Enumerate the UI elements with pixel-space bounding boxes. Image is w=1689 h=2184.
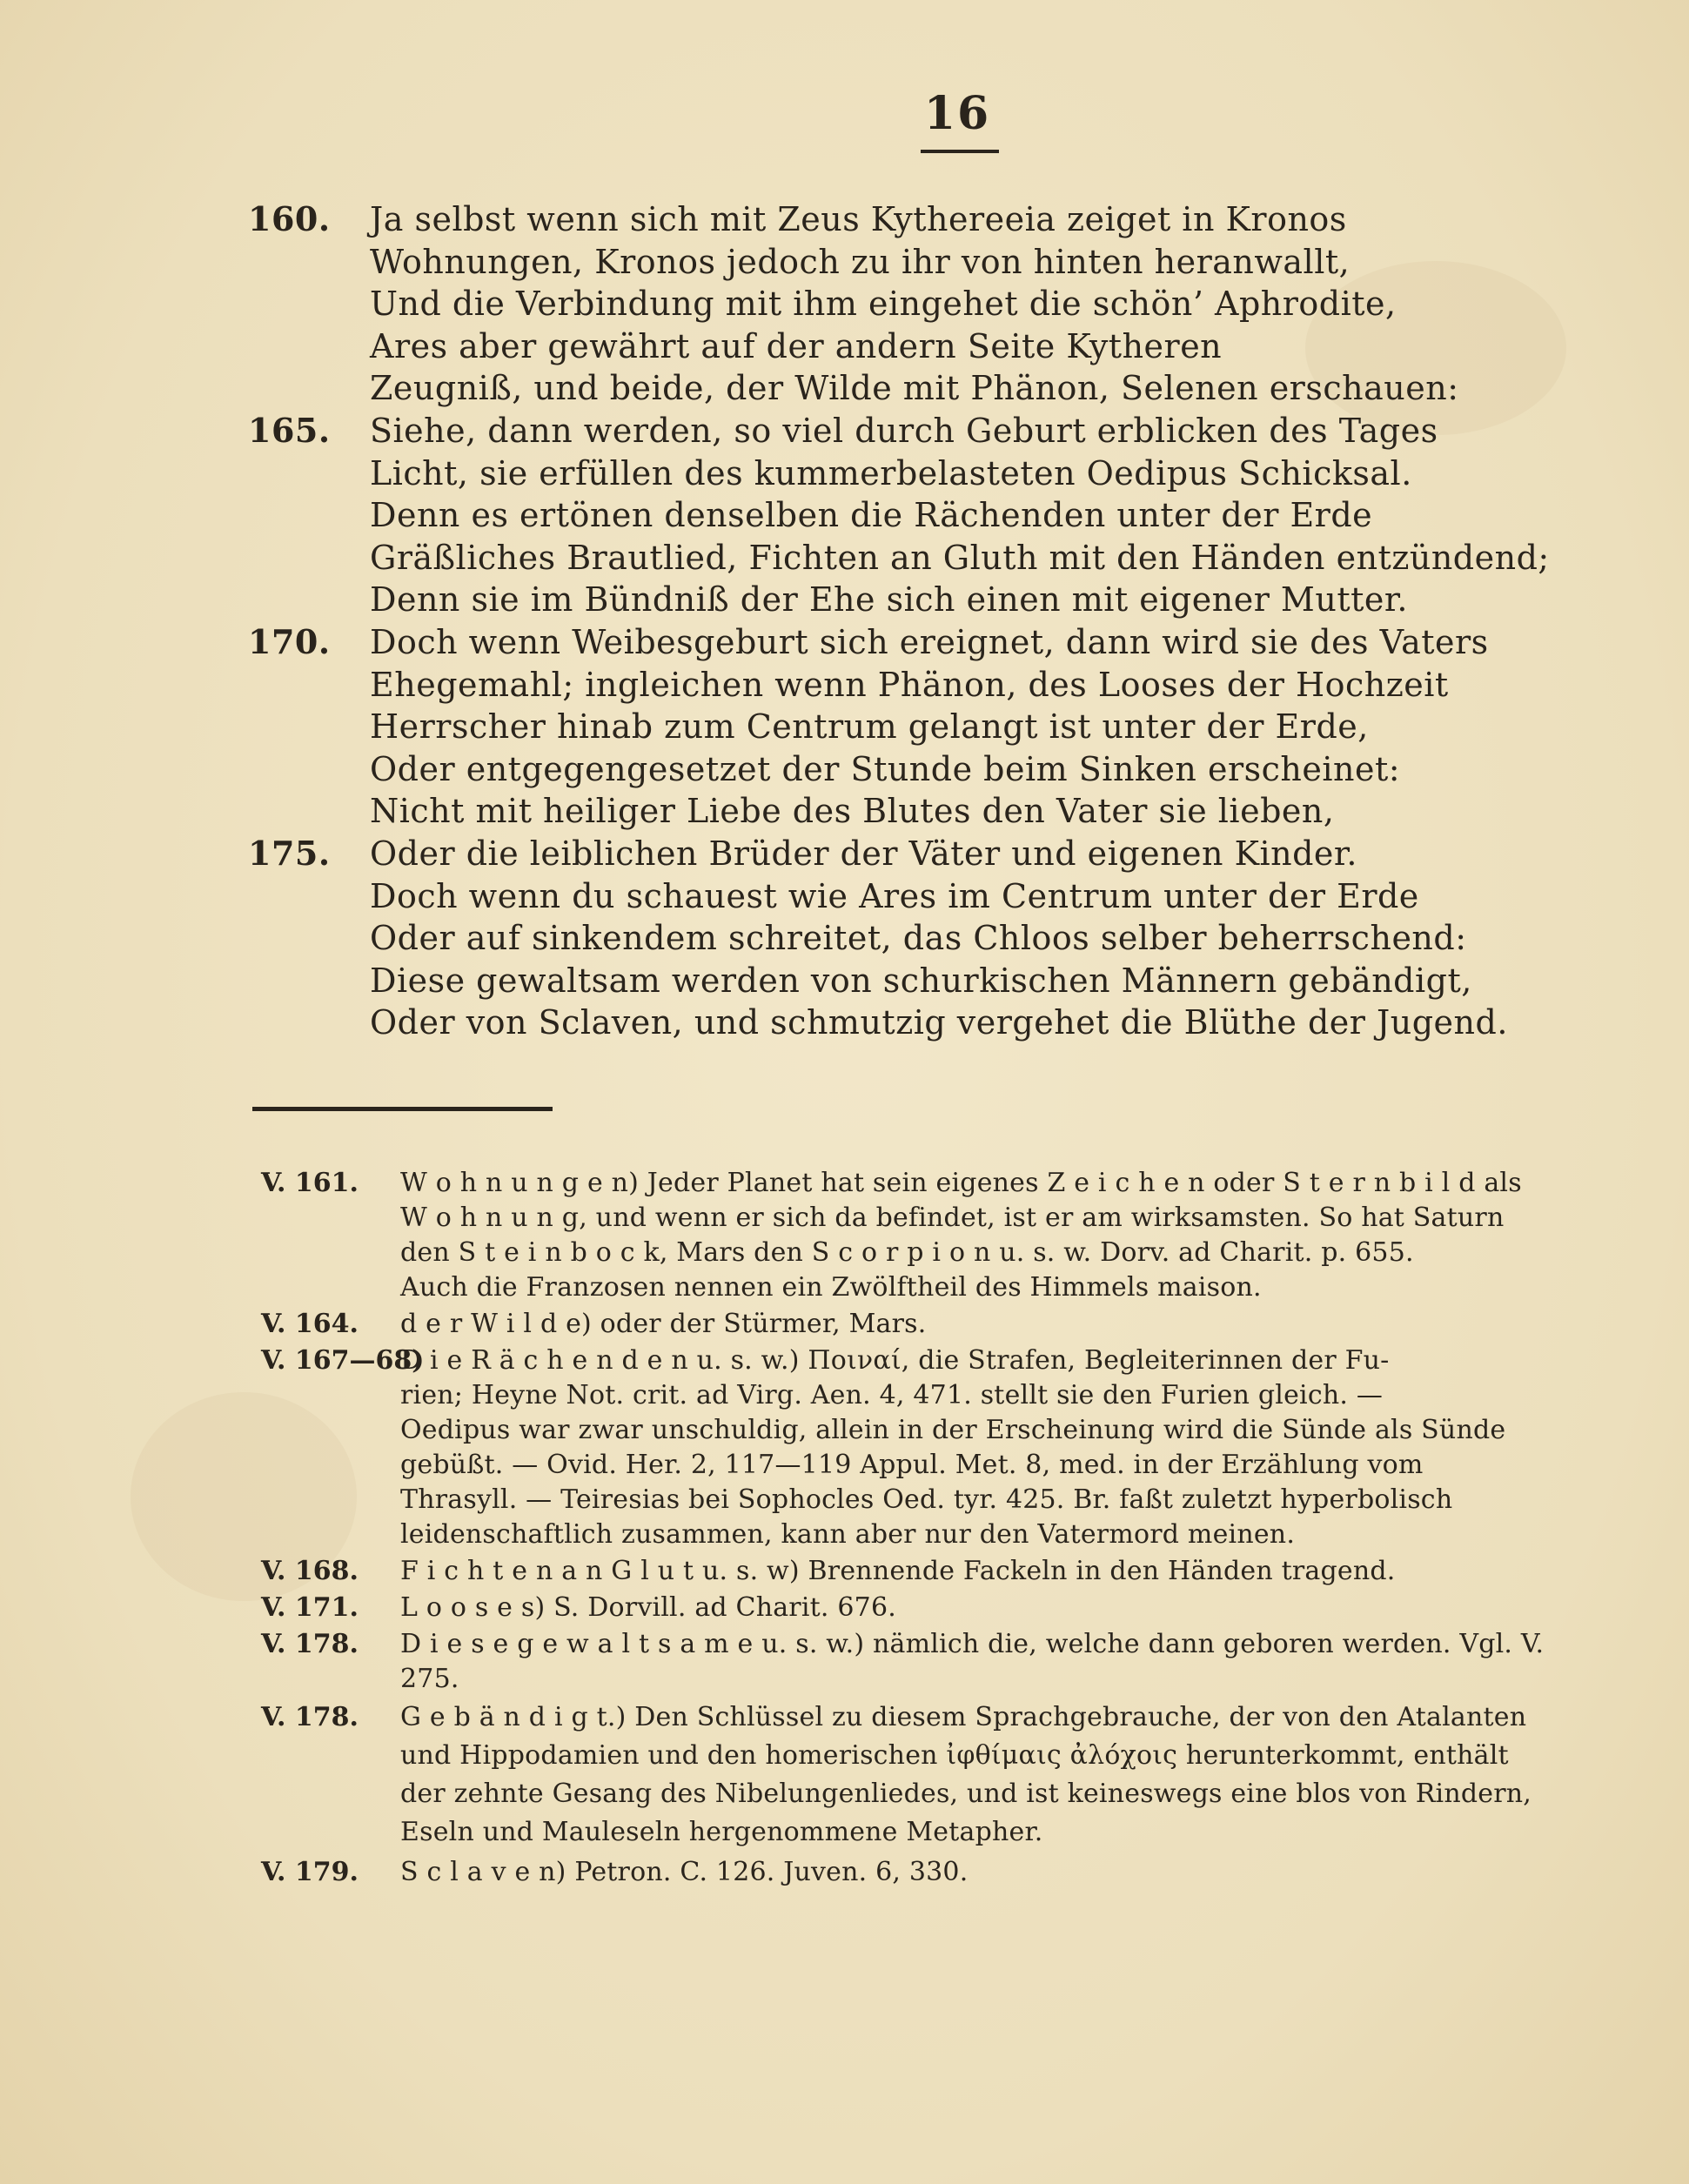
verse-text: Ehegemahl; ingleichen wenn Phänon, des Looses der Hochzeit	[370, 665, 1449, 704]
verse-line	[248, 452, 1484, 495]
footnote-line: Auch die Franzosen nennen ein Zwölftheil des Himmels maison.	[400, 1272, 1262, 1303]
verse-line	[248, 410, 1484, 452]
verse-line	[248, 325, 1484, 368]
verse-line	[248, 579, 1484, 621]
footnote-ref: V. 168.	[261, 1556, 359, 1586]
verse-line	[248, 664, 1484, 707]
verse-text: Und die Verbindung mit ihm eingehet die schön’ Aphrodite,	[370, 285, 1397, 324]
verse-text: Gräßliches Brautlied, Fichten an Gluth mit den Händen entzündend;	[370, 538, 1550, 577]
footnote-line: G e b ä n d i g t.) Den Schlüssel zu diesem Sprachgebrauche, der von den Atalanten	[400, 1702, 1527, 1732]
verse-number: 170.	[248, 621, 331, 661]
verse-text: Denn sie im Bündniß der Ehe sich einen mit eigener Mutter.	[370, 580, 1408, 620]
verse-text: Licht, sie erfüllen des kummerbelasteten Oedipus Schicksal.	[370, 453, 1412, 492]
footnote-separator-rule	[252, 1107, 553, 1111]
verse-line	[248, 833, 1484, 875]
footnote-line: Oedipus war zwar unschuldig, allein in der Erscheinung wird die Sünde als Sünde	[400, 1415, 1506, 1445]
footnote-line: F i c h t e n a n G l u t u. s. w) Brennende Fackeln in den Händen tragend.	[400, 1556, 1396, 1586]
verse-text: Wohnungen, Kronos jedoch zu ihr von hinten heranwallt,	[370, 242, 1351, 281]
verse-text: Nicht mit heiliger Liebe des Blutes den Vater sie lieben,	[370, 792, 1335, 831]
footnote-line: Eseln und Mauleseln hergenommene Metapher.	[400, 1817, 1043, 1847]
verse-line	[248, 790, 1484, 833]
footnote-ref: V. 167—68)	[261, 1345, 425, 1376]
verse-line	[248, 283, 1484, 325]
verse-number: 160.	[248, 199, 331, 238]
verse-line	[248, 875, 1484, 918]
verse-text: Zeugniß, und beide, der Wilde mit Phänon, Selenen erschauen:	[370, 369, 1459, 408]
verse-block	[248, 198, 1550, 1044]
footnote-line: gebüßt. — Ovid. Her. 2, 117—119 Appul. Met. 8, med. in der Erzählung vom	[400, 1450, 1424, 1480]
footnote-ref: V. 179.	[261, 1857, 359, 1887]
verse-number: 175.	[248, 833, 331, 873]
verse-line	[248, 198, 1484, 241]
verse-line	[248, 706, 1484, 748]
footnote-line: rien; Heyne Not. crit. ad Virg. Aen. 4, 471. stellt sie den Furien gleich. —	[400, 1380, 1384, 1410]
footnote-line: 275.	[400, 1664, 459, 1694]
verse-text: Oder von Sclaven, und schmutzig vergehet die Blüthe der Jugend.	[370, 1003, 1508, 1042]
verse-text: Siehe, dann werden, so viel durch Geburt erblicken des Tages	[370, 411, 1438, 450]
footnote	[261, 1554, 1671, 1589]
footnote-line: der zehnte Gesang des Nibelungenliedes, und ist keineswegs eine blos von Rindern,	[400, 1779, 1532, 1809]
verse-line	[248, 748, 1484, 791]
footnote-line: D i e s e g e w a l t s a m e u. s. w.) nämlich die, welche dann geboren werden. Vgl. V.	[400, 1629, 1545, 1659]
verse-line	[248, 537, 1550, 579]
verse-text: Diese gewaltsam werden von schurkischen Männern gebändigt,	[370, 961, 1472, 1000]
verse-text: Doch wenn du schauest wie Ares im Centrum unter der Erde	[370, 876, 1419, 915]
verse-number: 165.	[248, 410, 331, 450]
footnote-line: d e r W i l d e) oder der Stürmer, Mars.	[400, 1309, 927, 1339]
verse-line	[248, 241, 1484, 284]
footnote-ref: V. 164.	[261, 1309, 359, 1339]
verse-line	[248, 960, 1484, 1002]
verse-text: Herrscher hinab zum Centrum gelangt ist unter der Erde,	[370, 707, 1369, 747]
footnote-line: Thrasyll. — Teiresias bei Sophocles Oed. tyr. 425. Br. faßt zuletzt hyperbolisch	[400, 1484, 1453, 1515]
verse-line	[248, 621, 1489, 664]
verse-text: Doch wenn Weibesgeburt sich ereignet, dann wird sie des Vaters	[370, 622, 1489, 661]
verse-text: Denn es ertönen denselben die Rächenden unter der Erde	[370, 496, 1373, 535]
page-number-rule	[921, 150, 999, 153]
footnote-line: leidenschaftlich zusammen, kann aber nur den Vatermord meinen.	[400, 1519, 1296, 1550]
footnote	[261, 1343, 1671, 1552]
footnotes-block	[261, 1166, 1671, 1893]
verse-text: Oder die leiblichen Brüder der Väter und eigenen Kinder.	[370, 834, 1357, 873]
verse-text: Oder entgegengesetzet der Stunde beim Sinken erscheinet:	[370, 749, 1401, 788]
footnote	[261, 1698, 1671, 1852]
footnote-line: W o h n u n g e n) Jeder Planet hat sein eigenes Z e i c h e n oder S t e r n b i l d als	[400, 1168, 1522, 1198]
footnote-ref: V. 178.	[261, 1702, 359, 1732]
footnote-ref: V. 171.	[261, 1592, 359, 1623]
verse-text: Oder auf sinkendem schreitet, das Chloos selber beherrschend:	[370, 919, 1467, 958]
footnote-line: W o h n u n g, und wenn er sich da befindet, ist er am wirksamsten. So hat Saturn	[400, 1203, 1505, 1233]
verse-line	[248, 367, 1484, 410]
footnote	[261, 1853, 1671, 1892]
footnote	[261, 1166, 1671, 1305]
footnote	[261, 1591, 1671, 1625]
footnote-ref: V. 178.	[261, 1629, 359, 1659]
verse-text: Ja selbst wenn sich mit Zeus Kythereeia zeiget in Kronos	[370, 200, 1347, 238]
verse-line	[248, 494, 1484, 537]
footnote-line: D i e R ä c h e n d e n u. s. w.) Ποιναί, die Strafen, Begleiterinnen der Fu-	[400, 1345, 1390, 1376]
footnote-line: S c l a v e n) Petron. C. 126. Juven. 6, 330.	[400, 1857, 968, 1887]
footnote-ref: V. 161.	[261, 1168, 359, 1198]
verse-line	[248, 1002, 1508, 1044]
footnote	[261, 1627, 1671, 1697]
verse-line	[248, 917, 1484, 960]
footnote-line: L o o s e s) S. Dorvill. ad Charit. 676.	[400, 1592, 896, 1623]
footnote-line: und Hippodamien und den homerischen ἰφθίμαις ἀλόχοις herunterkommt, enthält	[400, 1740, 1509, 1771]
footnote-line: den S t e i n b o c k, Mars den S c o r p i o n u. s. w. Dorv. ad Charit. p. 655.	[400, 1237, 1414, 1268]
page-number: 16	[923, 87, 991, 140]
verse-text: Ares aber gewährt auf der andern Seite Kytheren	[370, 326, 1223, 365]
footnote	[261, 1307, 1671, 1342]
